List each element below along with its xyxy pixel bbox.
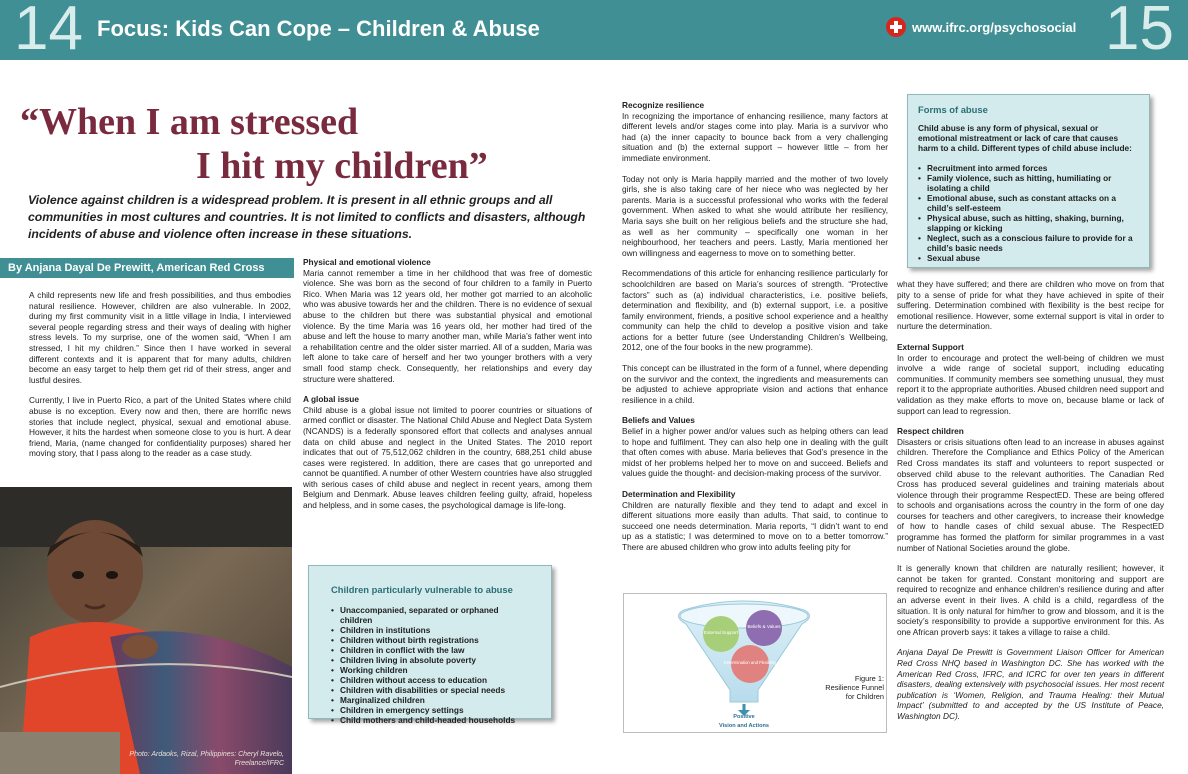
- intro-paragraph: Violence against children is a widespread problem. It is present in all ethnic groups and all communities in most cultures and countries. It is not limited to conflicts and disasters, although incidents of abuse and violence often increase in these situations.: [28, 193, 586, 241]
- list-item: • Child mothers and child-headed households: [331, 715, 531, 725]
- column-2: [303, 257, 592, 521]
- list-item: • Sexual abuse: [918, 253, 1139, 263]
- paragraph: It is generally known that children are naturally resilient; however, it cannot be taken for granted. Constant monitoring and support are required to recognize and enhance children’s resilience during and after an adverse event in their lives. A child is a child, regardless of the situation. It is only natural for him/her to grow and blossom, and it is the society’s responsibility to provide a supportive environment for this. As one African proverb says: it takes a village to raise a child.: [897, 563, 1164, 637]
- figure-caption-line-2: Resilience Funnel: [825, 683, 884, 692]
- figure-caption-line-3: for Children: [845, 692, 884, 701]
- header-url-group[interactable]: [886, 17, 1076, 37]
- list-item: • Children in institutions: [331, 625, 531, 635]
- section-title: Focus: Kids Can Cope – Children & Abuse: [97, 16, 540, 41]
- paragraph: what they have suffered; and there are children who move on from that pity to a sense of pride for what they have achieved in spite of their suffering. Determination combined with flexibility is the best recipe for emotional resilience. However, some external support is vital in order to nurture the determination.: [897, 279, 1164, 332]
- headline-line-2: I hit my children”: [196, 145, 488, 187]
- determination-label: Determination and Flexibility: [723, 660, 777, 665]
- external-support-label: External Support: [703, 630, 739, 635]
- paragraph: Maria cannot remember a time in her childhood that was free of domestic violence. She was born as the second of four children to a family in Puerto Rico. When Maria was 12 years old, her mother got married to an alcoholic who was abusive towards her and the children. There is no evidence of sexual abuse to the children but there was substantial physical and emotional violence. By the time Maria was 16 years old, her mother had tired of the abuse and left the house to marry another man, while Maria’s father went into a rehabilitation centre and the older sister married. All of a sudden, Maria was left alone to take care of herself and her two younger brothers with a very small food stamp check. Consequently, her relationships and every day structure were shattered.: [303, 267, 592, 384]
- author-bio: Anjana Dayal De Prewitt is Government Liaison Officer for American Red Cross NHQ based in Washington DC. She has worked with the American Red Cross, IFRC, and ICRC for over ten years in different disasters, dealing extensively with psychosocial issues. Her most recent publication is ‘Women, Religion, and Trauma Healing: their Mutual Impact’ (submitted to and accepted by the US Institute of Peace, Washington DC).: [897, 647, 1164, 721]
- paragraph: In order to encourage and protect the well-being of children we must involve a wide range of societal support, including educating communities. If community members see something unusual, they must report it to the appropriate authorities. Abused children need support and validation as they make efforts to move on, because blame or lack of support can lead to regression.: [897, 352, 1164, 416]
- list-item: • Physical abuse, such as hitting, shaking, burning, slapping or kicking: [918, 213, 1139, 233]
- funnel-rim: [680, 604, 808, 628]
- paragraph: In recognizing the importance of enhancing resilience, many factors at different levels and/or stages come into play. Maria is a survivor who had (a) the inner capacity to bounce back from a very challenging situation and (b) the external support – however little – from her immediate environment.: [622, 110, 888, 163]
- photo-caption-line-2: Freelance/IFRC: [234, 760, 284, 767]
- page-number-right: 15: [1105, 0, 1174, 63]
- forms-of-abuse-box: [907, 94, 1150, 268]
- paragraph: A child represents new life and fresh possibilities, and thus embodies natural resilience. However, children are also vulnerable. In 2002, during my first community visit in a little village in India, I interviewed several people regarding stress and their ways of dealing with higher stress levels. To my surprise, one of the women said, “When I am stressed, I hit my children.” Since then I have worked in several different contexts and it is apparent that for many adults, children become an easy target to help them get rid of their stress, anger and lustful desires.: [29, 290, 291, 385]
- list-item: • Marginalized children: [331, 695, 531, 705]
- vulnerable-list: [331, 605, 531, 725]
- paragraph: Belief in a higher power and/or values such as helping others can lead to hope and fulfilment. They can also help one in dealing with the guilt that often comes with abuse. Maria believes that God’s presence in the midst of her problems helped her to move on and succeed. Beliefs and values guide the thought- and decision-making process of the survivor.: [622, 426, 888, 479]
- figure-caption-title: Figure 1:: [854, 674, 884, 683]
- header-url-link[interactable]: www.ifrc.org/psychosocial: [912, 19, 1077, 35]
- box-title: Forms of abuse: [918, 104, 988, 115]
- column-1: [29, 290, 291, 469]
- subheading: External Support: [897, 341, 964, 352]
- list-item: • Emotional abuse, such as constant attacks on a child’s self-esteem: [918, 193, 1139, 213]
- list-item: • Children without birth registrations: [331, 635, 531, 645]
- forms-list: [918, 163, 1139, 263]
- list-item: • Children living in absolute poverty: [331, 655, 531, 665]
- box-title: Children particularly vulnerable to abuse: [331, 584, 513, 595]
- paragraph: Today not only is Maria happily married and the mother of two lovely girls, she is also taking care of her niece who was neglected by her parents. Maria is a successful professional who works with the federal government. When asked to what she would attribute her resiliency, Maria says she built on her religious beliefs and the structure she had, as well as her community – specifically one woman in her neighbourhood, her teachers and peers. Lastly, Maria mentioned her own willingness and eagerness to move on to something better.: [622, 173, 888, 258]
- photo-caption: [129, 750, 284, 768]
- paragraph: Children are naturally flexible and they tend to adapt and excel in different situations more easily than adults. That said, to continue to succeed one needs determination. Maria reports, “I didn’t want to end up as a statistic; I was determined to move on to a better tomorrow.” There are abused children who grow into adults feeling pity for: [622, 499, 888, 552]
- vulnerable-children-box: [308, 565, 552, 725]
- headline: [20, 100, 580, 188]
- paragraph: Child abuse is a global issue not limited to poorer countries or situations of armed conflict or disaster. The National Child Abuse and Neglect Data System (NCANDS) is a federally sponsored effort that collects and analyses annual data on child abuse and neglect in the United States. The 2010 report indicates that out of 75,512,062 children in the country, 688,251 child abuse cases were registered. In addition, there are cases that go unreported and cannot be quantified. A number of other Western countries have also struggled with serious cases of child abuse and neglect in recent years, among them Belgium and Denmark. Abuse leaves children feeling guilty, afraid, hopeless and helpless, and in some cases, the psychological damage is life-long.: [303, 404, 592, 511]
- byline: By Anjana Dayal De Prewitt, American Red Cross: [0, 258, 294, 278]
- column-4: [897, 279, 1164, 732]
- funnel-output-line-1: Positive: [733, 714, 755, 720]
- list-item: • Unaccompanied, separated or orphaned children: [331, 605, 531, 625]
- list-item: • Children with disabilities or special needs: [331, 685, 531, 695]
- funnel-diagram: [624, 594, 888, 734]
- list-item: • Recruitment into armed forces: [918, 163, 1139, 173]
- subheading: Respect children: [897, 426, 964, 437]
- subheading: Determination and Flexibility: [622, 489, 736, 499]
- box-intro: Child abuse is any form of physical, sexual or emotional mistreatment or lack of care that causes harm to a child. Different types of child abuse include:: [918, 123, 1132, 153]
- subheading: Recognize resilience: [622, 100, 705, 110]
- headline-line-1: “When I am stressed: [20, 101, 359, 143]
- paragraph: Recommendations of this article for enhancing resilience particularly for schoolchildren are based on Maria’s sources of strength. “Protective factors” such as (a) individual characteristics, i.e. positive beliefs, determination and flexibility, and (b) external support, i.e. a positive family environment, friends, a positive school experience and a healthy community can help the child to develop a positive vision and take actions for a better future (see Understanding Children’s Wellbeing, 2012, one of the four books in the new programme).: [622, 268, 888, 353]
- funnel-output-line-2: Vision and Actions: [718, 723, 770, 729]
- subheading: Physical and emotional violence: [303, 257, 431, 267]
- list-item: • Children without access to education: [331, 675, 531, 685]
- figure-caption: [814, 674, 884, 701]
- red-cross-logo-icon: [886, 17, 906, 37]
- subheading: A global issue: [303, 394, 359, 405]
- beliefs-values-label: Beliefs & Values: [747, 624, 781, 629]
- paragraph: Disasters or crisis situations often lead to an increase in abuses against children. Therefore the Compliance and Ethics Policy of the American Red Cross mandates its staff and volunteers to report suspected or observed child abuse to the relevant authorities. The Canadian Red Cross has produced several guidelines and training materials about violence through their programme RespectED. These are being offered to schools and organisations across the country in the form of one day courses for teachers and other caregivers, to increase their knowledge of how to handle cases of child sexual abuse. The RespectED programme has formed the platform for similar programmes in a vast number of National Societies around the globe.: [897, 436, 1164, 553]
- child-photo: [0, 487, 292, 774]
- list-item: • Neglect, such as a conscious failure to provide for a child’s basic needs: [918, 233, 1139, 253]
- list-item: • Working children: [331, 665, 531, 675]
- photo-caption-line-1: Photo: Ardaoks, Rizal, Philippines: Cheryl Ravelo,: [129, 751, 284, 758]
- child-photo-illustration: [0, 487, 292, 774]
- list-item: • Children in conflict with the law: [331, 645, 531, 655]
- paragraph: Currently, I live in Puerto Rico, a part of the United States where child abuse is no exception. Every now and then, there are horrific news stories that include neglect, physical, sexual and emotional abuse. However, it hits the hardest when someone close to you is hurt. A dear friend, Maria, (name changed for confidentiality purposes) shared her moving story, that I pass along to the reader as a case study.: [29, 395, 291, 459]
- list-item: • Family violence, such as hitting, humiliating or isolating a child: [918, 173, 1139, 193]
- column-3: [622, 100, 888, 563]
- list-item: • Children in emergency settings: [331, 705, 531, 715]
- subheading: Beliefs and Values: [622, 415, 695, 426]
- paragraph: This concept can be illustrated in the form of a funnel, where depending on the survivor and the context, the ingredients and measurements can be adjusted to achieve appropriate vision and actions that enhance resilience in a child.: [622, 363, 888, 405]
- resilience-funnel-figure: [623, 593, 887, 733]
- page-number-left: 14: [14, 0, 83, 63]
- header-band: [0, 0, 1188, 63]
